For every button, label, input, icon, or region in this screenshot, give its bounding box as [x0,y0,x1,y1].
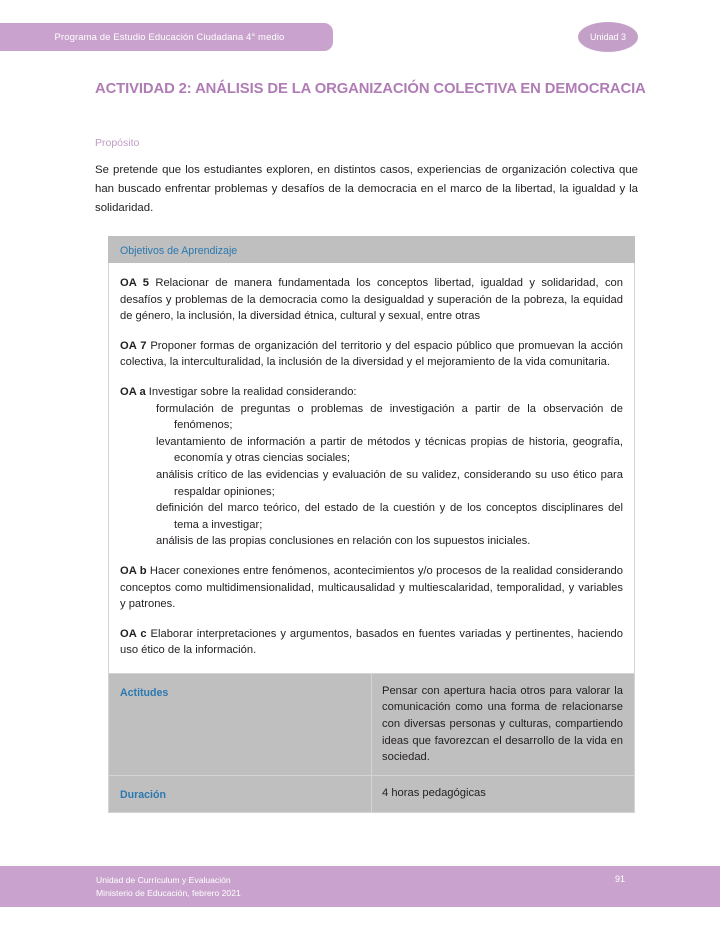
page-title: ACTIVIDAD 2: ANÁLISIS DE LA ORGANIZACIÓN COLECTIVA EN DEMOCRACIA [95,81,646,97]
purpose-text: Se pretende que los estudiantes exploren, en distintos casos, experiencias de organización colectiva que han buscado enfrentar problemas y desafíos de la democracia en el marco de la libertad, la igualdad y la solidaridad. [95,164,638,214]
objetivo-subitem: análisis de las propias conclusiones en relación con los supuestos iniciales. [156,535,531,548]
objetivos-body-cell [109,263,635,674]
duracion-label-cell [109,775,372,812]
unit-badge-label: Unidad 3 [589,32,627,42]
actitudes-value: Pensar con apertura hacia otros para valorar la comunicación como una forma de relacionarse con diversas personas y culturas, compartiendo ideas que favorezcan el desarrollo de la vida en sociedad. [382,684,623,764]
objetivo-code: OA b [120,564,147,577]
duracion-value: 4 horas pedagógicas [382,786,486,799]
objetivo-subitem-list [120,401,623,550]
footer-line-2: Ministerio de Educación, febrero 2021 [96,887,241,898]
footer-credits [96,874,241,899]
actitudes-label: Actitudes [120,686,169,699]
actitudes-value-cell [372,673,635,775]
objetivos-header-label: Objetivos de Aprendizaje [120,244,238,257]
duracion-label: Duración [120,788,166,801]
objetivo-text: Investigar sobre la realidad considerando: [145,385,357,398]
actitudes-label-cell [109,673,372,775]
objetivos-table [108,236,635,813]
header-band [0,23,333,51]
objetivo-item [120,626,623,659]
objetivo-code: OA 5 [120,277,149,289]
table-row [109,673,635,775]
objetivo-subitem: análisis crítico de las evidencias y evaluación de su validez, considerando su uso ético para respaldar opiniones; [156,468,623,498]
table-header-row [109,237,635,263]
footer-line-1: Unidad de Currículum y Evaluación [96,875,231,885]
objetivo-code: OA 7 [120,339,147,352]
objetivo-text: Proponer formas de organización del territorio y del espacio público que promuevan la acción colectiva, la interculturalidad, la inclusión de la diversidad y el mejoramiento de la vida comunitaria. [120,339,623,369]
page-number: 91 [614,874,625,884]
header-band-label: Programa de Estudio Educación Ciudadana 4° medio [54,31,285,43]
objetivos-body-row [109,263,635,674]
duracion-value-cell [372,775,635,812]
objetivos-list [120,275,623,659]
objetivo-subitem: definición del marco teórico, del estado de la cuestión y de los conceptos disciplinares del tema a investigar; [156,502,623,531]
objetivo-item [120,338,623,371]
objetivos-header-cell [109,237,635,263]
objetivo-code: OA a [120,385,146,398]
table-row [109,775,635,812]
objetivo-code: OA c [120,627,147,640]
objetivo-item [120,563,623,613]
objetivo-item [120,384,623,550]
objetivo-subitem: levantamiento de información a partir de métodos y técnicas propias de historia, geografía, economía y otras ciencias sociales; [156,435,623,465]
objetivo-text: Elaborar interpretaciones y argumentos, basados en fuentes variadas y pertinentes, haciendo uso ético de la información. [120,627,623,657]
unit-badge [578,22,638,52]
objetivo-subitem: formulación de preguntas o problemas de investigación a partir de la observación de fenómenos; [156,402,623,432]
objetivo-text: Relacionar de manera fundamentada los conceptos libertad, igualdad y solidaridad, con desafíos y problemas de la democracia como la desigualdad y superación de la pobreza, la equidad de género, la inclusión, la diversidad étnica, cultural y sexual, entre otras [120,277,623,323]
objetivo-text: Hacer conexiones entre fenómenos, acontecimientos y/o procesos de la realidad considerando conceptos como multidimensionalidad, multicausalidad y multiescalaridad, temporalidad, y variables y patrones. [120,564,623,611]
purpose-label: Propósito [95,137,140,149]
objetivo-item [120,275,623,325]
